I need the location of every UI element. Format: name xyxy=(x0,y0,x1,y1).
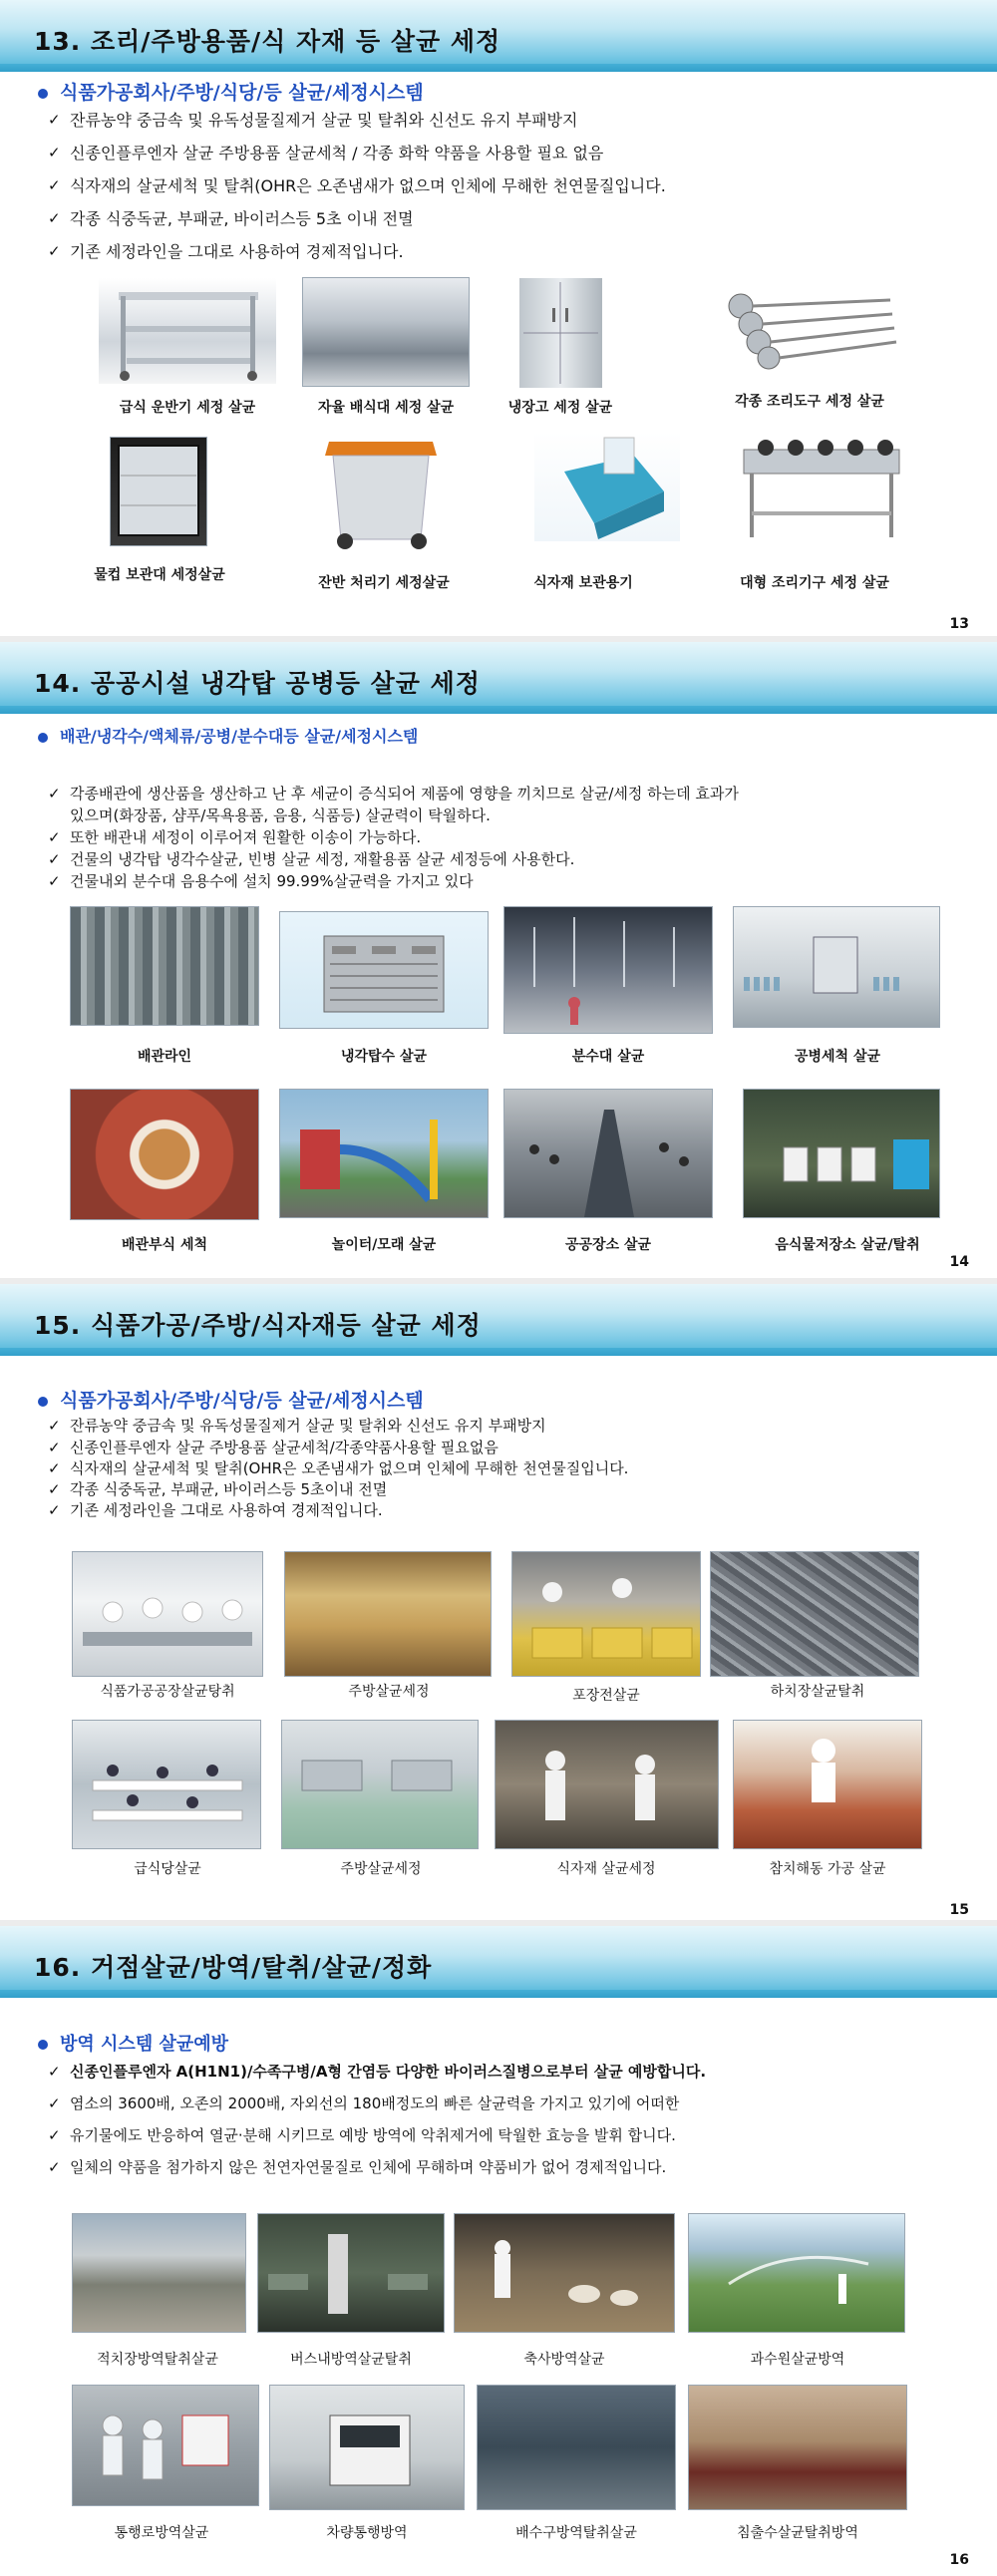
caption: 각종 조리도구 세정 살균 xyxy=(735,394,884,410)
caption: 잔반 처리기 세정살균 xyxy=(318,575,450,591)
page-number: 16 xyxy=(949,2552,969,2568)
caption: 물컵 보관대 세정살균 xyxy=(94,567,225,583)
photo-waste-yard xyxy=(72,2213,246,2333)
check-icon: ✓ xyxy=(48,2094,61,2112)
caption: 공병세척 살균 xyxy=(794,1049,881,1065)
caption: 식자재 보관용기 xyxy=(533,575,633,591)
section-subhead: 식품가공회사/주방/식당/등 살균/세정시스템 xyxy=(38,1386,424,1413)
photo-orchard xyxy=(688,2213,905,2333)
bullet-item: ✓ 잔류농약 중금속 및 유독성물질제거 살균 및 탈취와 신선도 유지 부패방지 xyxy=(48,111,578,130)
section-subhead: 방역 시스템 살균예방 xyxy=(38,2030,228,2056)
photo-bottle-washing xyxy=(733,906,940,1028)
caption: 배수구방역탈취살균 xyxy=(515,2525,637,2541)
caption: 냉장고 세정 살균 xyxy=(507,400,613,416)
check-icon: ✓ xyxy=(48,1439,61,1456)
caption: 주방살균세정 xyxy=(340,1861,422,1877)
slide-14 xyxy=(0,642,997,1278)
check-icon: ✓ xyxy=(48,1459,61,1477)
check-icon: ✓ xyxy=(48,111,61,129)
photo-gas-range xyxy=(733,431,910,542)
caption: 냉각탑수 살균 xyxy=(340,1049,428,1065)
page-number: 14 xyxy=(949,1254,969,1270)
photo-ingredients xyxy=(495,1720,719,1849)
slide-13 xyxy=(0,0,997,636)
caption: 공공장소 살균 xyxy=(564,1237,652,1253)
photo-livestock-barn xyxy=(454,2213,675,2333)
bullet-item: ✓ 신종인플루엔자 살균 주방용품 살균세척/각종약품사용할 필요없음 xyxy=(48,1439,498,1456)
photo-food-waste-bin xyxy=(314,431,447,554)
bullet-item: ✓ 건물의 냉각탑 냉각수살균, 빈병 살균 세정, 재활용품 살균 세정등에 사용한다. xyxy=(48,850,575,868)
check-icon: ✓ xyxy=(48,1480,61,1498)
caption: 참치해동 가공 살균 xyxy=(769,1861,886,1877)
caption: 식품가공공장살균탕취 xyxy=(100,1684,235,1700)
photo-ladles xyxy=(710,285,901,375)
caption: 분수대 살균 xyxy=(571,1049,645,1065)
photo-buffet-counter xyxy=(302,277,470,387)
photo-refrigerator xyxy=(518,277,603,389)
slide-title: 13. 조리/주방용품/식 자재 등 살균 세정 xyxy=(34,27,501,56)
bullet-item: ✓ 식자재의 살균세척 및 탈취(OHR은 오존냄새가 없으며 인체에 무해한 천연물질입니다. xyxy=(48,176,666,195)
bullet-item: ✓ 잔류농약 중금속 및 유독성물질제거 살균 및 탈취와 신선도 유지 부패방지 xyxy=(48,1417,546,1435)
photo-playground xyxy=(279,1089,489,1218)
check-icon: ✓ xyxy=(48,2063,61,2081)
caption: 놀이터/모래 살균 xyxy=(331,1237,437,1253)
section-subhead: 배관/냉각수/액체류/공병/분수대등 살균/세정시스템 xyxy=(38,724,418,747)
caption: 축사방역살균 xyxy=(523,2352,605,2368)
bullet-item: ✓ 식자재의 살균세척 및 탈취(OHR은 오존냄새가 없으며 인체에 무해한 천연물질입니다. xyxy=(48,1459,629,1477)
bullet-item: ✓ 각종 식중독균, 부패균, 바이러스등 5초이내 전멸 xyxy=(48,1480,388,1498)
photo-cup-cabinet xyxy=(110,437,207,546)
caption: 과수원살균방역 xyxy=(750,2352,845,2368)
slide-title: 16. 거점살균/방역/탈취/살균/정화 xyxy=(34,1953,433,1982)
caption: 침출수살균탈취방역 xyxy=(737,2525,858,2541)
bullet-item: ✓ 염소의 3600배, 오존의 2000배, 자외선의 180배정도의 빠른 살균력을 가지고 있기에 어떠한 xyxy=(48,2094,680,2112)
check-icon: ✓ xyxy=(48,2158,61,2176)
photo-packaging xyxy=(511,1551,701,1677)
caption: 주방살균세정 xyxy=(348,1684,430,1700)
photo-fish-market xyxy=(710,1551,919,1677)
bullet-item: ✓ 건물내외 분수대 음용수에 설치 99.99%살균력을 가지고 있다 xyxy=(48,872,474,890)
caption: 차량통행방역 xyxy=(326,2525,408,2541)
caption: 통행로방역살균 xyxy=(114,2525,209,2541)
caption: 대형 조리기구 세정 살균 xyxy=(740,575,889,591)
slide-title: 15. 식품가공/주방/식자재등 살균 세정 xyxy=(34,1311,482,1340)
bullet-item: ✓ 각종배관에 생산품을 생산하고 난 후 세균이 증식되어 제품에 영향을 끼치므로 살균/세정 하는데 효과가 xyxy=(48,785,739,803)
caption: 적치장방역탈취살균 xyxy=(97,2352,218,2368)
check-icon: ✓ xyxy=(48,176,61,194)
section-subhead: 식품가공회사/주방/식당/등 살균/세정시스템 xyxy=(38,78,424,105)
page-number: 15 xyxy=(949,1902,969,1918)
check-icon: ✓ xyxy=(48,1417,61,1435)
photo-tuna-processing xyxy=(733,1720,922,1849)
slide-title: 14. 공공시설 냉각탑 공병등 살균 세정 xyxy=(34,669,481,698)
photo-drain xyxy=(477,2385,676,2510)
photo-fountain xyxy=(503,906,713,1034)
check-icon: ✓ xyxy=(48,209,61,227)
check-icon: ✓ xyxy=(48,850,61,868)
caption: 음식물저장소 살균/탈취 xyxy=(775,1237,920,1253)
bullet-item: ✓ 기존 세정라인을 그대로 사용하여 경제적입니다. xyxy=(48,242,404,261)
check-icon: ✓ xyxy=(48,242,61,260)
check-icon: ✓ xyxy=(48,872,61,890)
caption: 자율 배식대 세정 살균 xyxy=(317,400,455,416)
photo-storage-container xyxy=(533,431,681,542)
check-icon: ✓ xyxy=(48,1501,61,1519)
photo-walkway xyxy=(72,2385,259,2506)
check-icon: ✓ xyxy=(48,828,61,846)
caption: 버스내방역살균탈취 xyxy=(290,2352,412,2368)
photo-cooling-tower xyxy=(279,911,489,1029)
check-icon: ✓ xyxy=(48,2126,61,2144)
check-icon: ✓ xyxy=(48,144,61,161)
photo-pipeline xyxy=(70,906,259,1026)
bullet-item: ✓ 일체의 약품을 첨가하지 않은 천연자연물질로 인체에 무해하며 약품비가 없어 경제적입니다. xyxy=(48,2158,667,2176)
caption: 배관부식 세척 xyxy=(121,1237,208,1253)
photo-kitchen-2 xyxy=(281,1720,479,1849)
slide-16 xyxy=(0,1926,997,2576)
slide-15 xyxy=(0,1284,997,1920)
caption: 포장전살균 xyxy=(572,1688,640,1704)
photo-food-factory xyxy=(72,1551,263,1677)
caption: 배관라인 xyxy=(137,1049,192,1065)
photo-food-storage xyxy=(743,1089,940,1218)
check-icon: ✓ xyxy=(48,785,61,803)
caption: 식자재 살균세정 xyxy=(556,1861,656,1877)
bullet-item: 있으며(화장품, 샴푸/목욕용품, 음용, 식품등) 살균력이 탁월하다. xyxy=(70,806,491,824)
photo-leachate xyxy=(688,2385,907,2510)
photo-vehicle-spray xyxy=(269,2385,465,2510)
photo-kitchen xyxy=(284,1551,492,1677)
caption: 급식 운반기 세정 살균 xyxy=(119,400,256,416)
bullet-item: ✓ 신종인플루엔자 살균 주방용품 살균세척 / 각종 화학 약품을 사용할 필요 없음 xyxy=(48,144,604,162)
bullet-item: ✓ 기존 세정라인을 그대로 사용하여 경제적입니다. xyxy=(48,1501,383,1519)
bullet-item: ✓ 유기물에도 반응하여 열균·분해 시키므로 예방 방역에 악취제거에 탁월한 효능을 발휘 합니다. xyxy=(48,2126,676,2144)
photo-cafeteria xyxy=(72,1720,261,1849)
photo-corroded-pipe xyxy=(70,1089,259,1220)
bullet-item: ✓ 각종 식중독균, 부패균, 바이러스등 5초 이내 전멸 xyxy=(48,209,414,228)
page-number: 13 xyxy=(949,616,969,632)
photo-public-place xyxy=(503,1089,713,1218)
caption: 급식당살균 xyxy=(134,1861,201,1877)
photo-serving-cart xyxy=(98,277,277,385)
bullet-item: ✓ 신종인플루엔자 A(H1N1)/수족구병/A형 간염등 다양한 바이러스질병으로부터 살균 예방합니다. xyxy=(48,2063,707,2081)
photo-bus-interior xyxy=(257,2213,445,2333)
bullet-item: ✓ 또한 배관내 세정이 이루어져 원활한 이송이 가능하다. xyxy=(48,828,422,846)
caption: 하치장살균탈취 xyxy=(770,1684,865,1700)
